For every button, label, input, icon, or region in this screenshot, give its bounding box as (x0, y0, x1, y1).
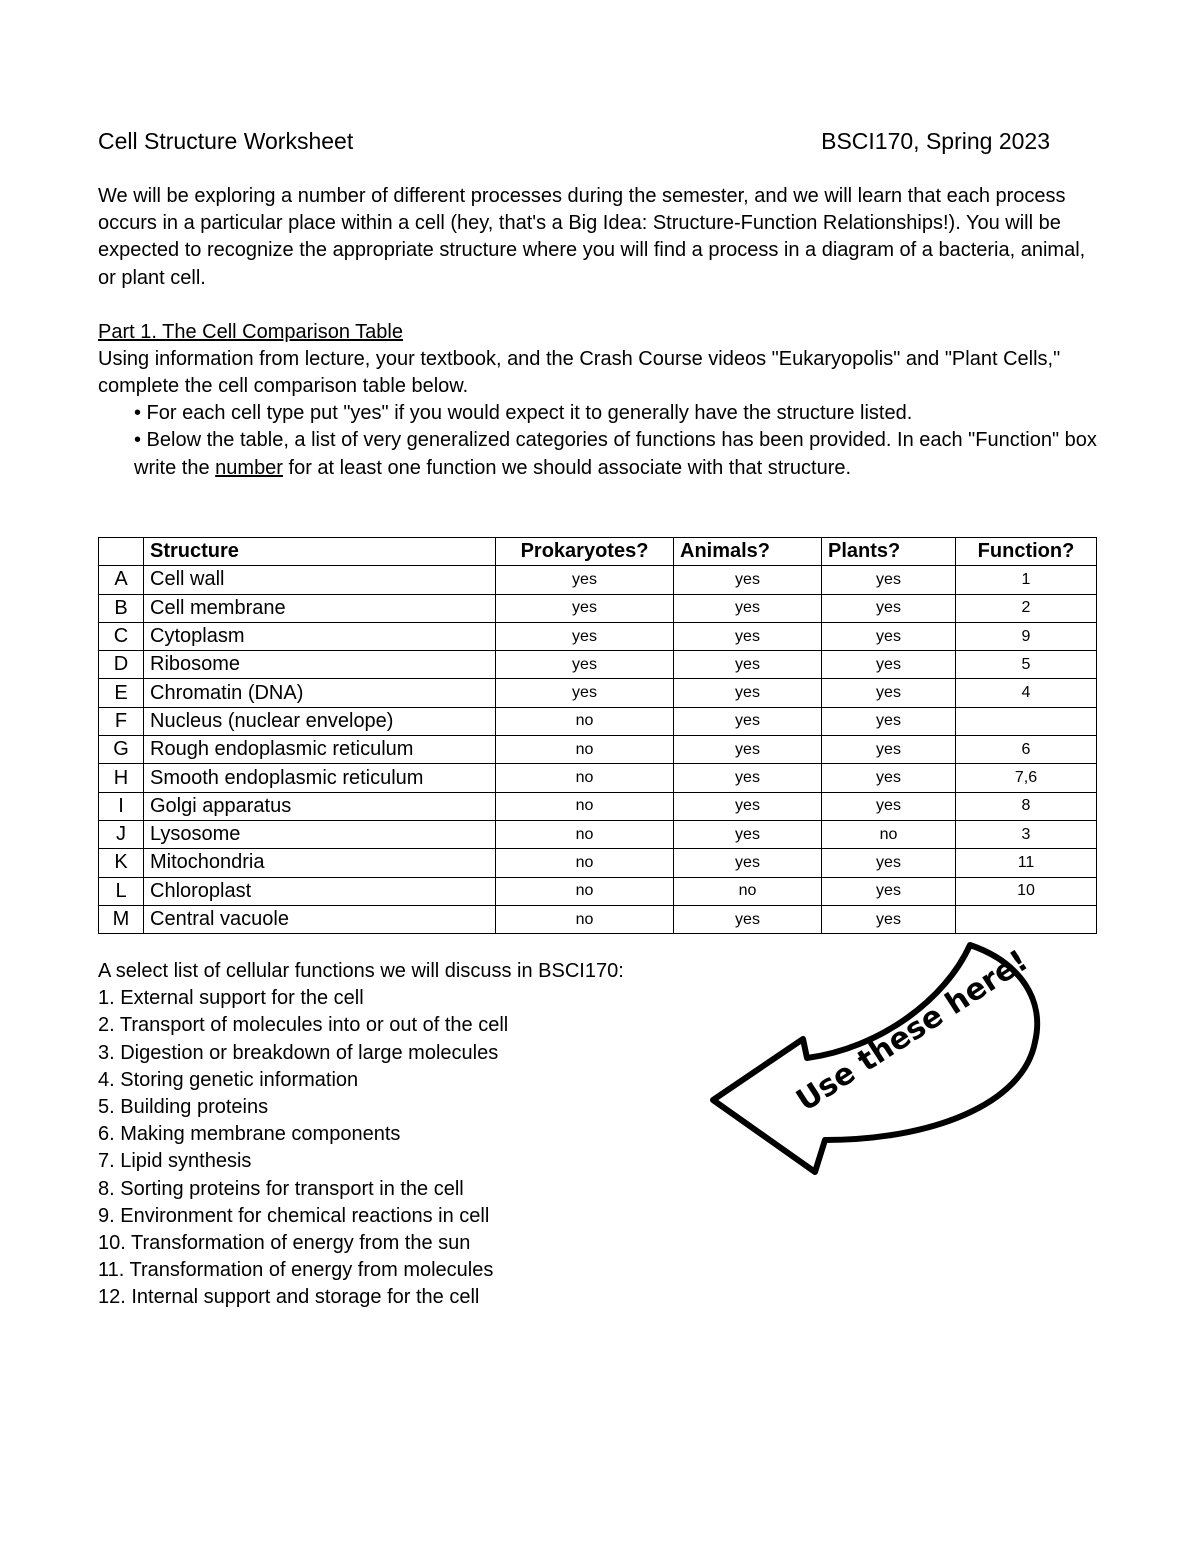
prokaryotes-answer: no (496, 877, 674, 905)
table-row (99, 622, 1097, 650)
header-prokaryotes: Prokaryotes? (496, 538, 674, 566)
bullet-yes-instruction: • For each cell type put "yes" if you would expect it to generally have the structure listed. (134, 402, 913, 425)
functions-heading: A select list of cellular functions we will discuss in BSCI170: (98, 960, 624, 982)
row-letter: L (99, 877, 144, 905)
header-plants: Plants? (822, 538, 956, 566)
animals-answer: yes (674, 764, 822, 792)
animals-answer: yes (674, 707, 822, 735)
animals-answer: yes (674, 679, 822, 707)
plants-answer: yes (822, 679, 956, 707)
function-answer[interactable]: 6 (956, 736, 1097, 764)
list-item: 8. Sorting proteins for transport in the cell (98, 1177, 464, 1200)
functions-list (98, 985, 624, 1311)
plants-answer: yes (822, 651, 956, 679)
animals-answer: yes (674, 594, 822, 622)
list-item: 3. Digestion or breakdown of large molecules (98, 1041, 499, 1064)
plants-answer: yes (822, 622, 956, 650)
function-answer[interactable]: 8 (956, 792, 1097, 820)
structure-name: Ribosome (144, 651, 496, 679)
row-letter: C (99, 622, 144, 650)
structure-name: Golgi apparatus (144, 792, 496, 820)
function-answer[interactable]: 3 (956, 820, 1097, 848)
list-item: 7. Lipid synthesis (98, 1150, 252, 1173)
row-letter: A (99, 566, 144, 594)
table-row (99, 679, 1097, 707)
header-structure: Structure (144, 538, 496, 566)
row-letter: J (99, 820, 144, 848)
animals-answer: yes (674, 566, 822, 594)
structure-name: Rough endoplasmic reticulum (144, 736, 496, 764)
animals-answer: yes (674, 905, 822, 933)
arrow-label: Use these here! (790, 943, 1035, 1119)
function-answer[interactable]: 2 (956, 594, 1097, 622)
structure-name: Central vacuole (144, 905, 496, 933)
structure-name: Chromatin (DNA) (144, 679, 496, 707)
bullet2-text-before: • Below the table, a list of very generalized categories of functions has been provided. In each "Function" box write the (134, 429, 1097, 479)
table-row (99, 877, 1097, 905)
table-body (99, 566, 1097, 934)
list-item: 1. External support for the cell (98, 987, 364, 1010)
row-letter: E (99, 679, 144, 707)
prokaryotes-answer: no (496, 849, 674, 877)
row-letter: D (99, 651, 144, 679)
table-header-row (99, 538, 1097, 566)
bullet-function-instruction (98, 427, 1108, 481)
table-row (99, 820, 1097, 848)
plants-answer: yes (822, 707, 956, 735)
bullet2-underlined-word: number (215, 456, 283, 479)
curved-arrow-left-icon (705, 940, 1045, 1180)
animals-answer: no (674, 877, 822, 905)
instruction-bullets (98, 400, 1108, 482)
animals-answer: yes (674, 651, 822, 679)
function-answer[interactable]: 9 (956, 622, 1097, 650)
bullet2-text-after: for at least one function we should associate with that structure. (282, 456, 852, 479)
function-answer[interactable]: 4 (956, 679, 1097, 707)
table-row (99, 594, 1097, 622)
structure-name: Cytoplasm (144, 622, 496, 650)
plants-answer: yes (822, 736, 956, 764)
function-answer[interactable] (956, 707, 1097, 735)
animals-answer: yes (674, 849, 822, 877)
table-row (99, 905, 1097, 933)
prokaryotes-answer: no (496, 736, 674, 764)
table-row (99, 566, 1097, 594)
plants-answer: yes (822, 594, 956, 622)
table-row (99, 849, 1097, 877)
prokaryotes-answer: no (496, 905, 674, 933)
worksheet-page (98, 128, 1108, 482)
animals-answer: yes (674, 820, 822, 848)
list-item: 5. Building proteins (98, 1096, 269, 1119)
header-animals: Animals? (674, 538, 822, 566)
structure-name: Mitochondria (144, 849, 496, 877)
row-letter: F (99, 707, 144, 735)
row-letter: K (99, 849, 144, 877)
structure-name: Lysosome (144, 820, 496, 848)
function-answer[interactable]: 7,6 (956, 764, 1097, 792)
structure-name: Chloroplast (144, 877, 496, 905)
table-row (99, 736, 1097, 764)
row-letter: B (99, 594, 144, 622)
row-letter: G (99, 736, 144, 764)
table-row (99, 707, 1097, 735)
list-item: 10. Transformation of energy from the sun (98, 1232, 471, 1255)
prokaryotes-answer: yes (496, 594, 674, 622)
row-letter: I (99, 792, 144, 820)
structure-name: Nucleus (nuclear envelope) (144, 707, 496, 735)
prokaryotes-answer: yes (496, 679, 674, 707)
animals-answer: yes (674, 622, 822, 650)
prokaryotes-answer: no (496, 792, 674, 820)
page-header (98, 128, 1108, 162)
course-label: BSCI170, Spring 2023 (821, 128, 1050, 154)
prokaryotes-answer: yes (496, 566, 674, 594)
table-row (99, 651, 1097, 679)
row-letter: M (99, 905, 144, 933)
function-answer[interactable]: 5 (956, 651, 1097, 679)
row-letter: H (99, 764, 144, 792)
header-letter (99, 538, 144, 566)
plants-answer: yes (822, 792, 956, 820)
part1-instructions: Using information from lecture, your textbook, and the Crash Course videos "Eukaryopolis" and "Plant Cells," complete the cell comparison table below. (98, 347, 1061, 398)
function-answer[interactable]: 10 (956, 877, 1097, 905)
plants-answer: yes (822, 849, 956, 877)
prokaryotes-answer: no (496, 764, 674, 792)
prokaryotes-answer: yes (496, 651, 674, 679)
list-item: 12. Internal support and storage for the cell (98, 1286, 480, 1309)
structure-name: Cell membrane (144, 594, 496, 622)
functions-section (98, 958, 624, 1312)
intro-paragraph: We will be exploring a number of different processes during the semester, and we will learn that each process occurs in a particular place within a cell (hey, that's a Big Idea: Structure-Function Relationships!). You will be expected to recognize the appropriate structure where you will find a process in a diagram of a bacteria, animal, or plant cell. (98, 185, 1086, 289)
function-answer[interactable]: 11 (956, 849, 1097, 877)
part1-title: Part 1. The Cell Comparison Table (98, 320, 403, 343)
table-row (99, 792, 1097, 820)
plants-answer: yes (822, 877, 956, 905)
prokaryotes-answer: no (496, 707, 674, 735)
list-item: 4. Storing genetic information (98, 1068, 359, 1091)
plants-answer: yes (822, 905, 956, 933)
plants-answer: yes (822, 764, 956, 792)
function-answer[interactable]: 1 (956, 566, 1097, 594)
animals-answer: yes (674, 792, 822, 820)
table-row (99, 764, 1097, 792)
prokaryotes-answer: yes (496, 622, 674, 650)
list-item: 2. Transport of molecules into or out of the cell (98, 1014, 509, 1037)
plants-answer: yes (822, 566, 956, 594)
header-function: Function? (956, 538, 1097, 566)
structure-name: Cell wall (144, 566, 496, 594)
list-item: 9. Environment for chemical reactions in cell (98, 1204, 490, 1227)
animals-answer: yes (674, 736, 822, 764)
structure-name: Smooth endoplasmic reticulum (144, 764, 496, 792)
plants-answer: no (822, 820, 956, 848)
list-item: 11. Transformation of energy from molecules (98, 1259, 494, 1282)
prokaryotes-answer: no (496, 820, 674, 848)
cell-comparison-table (98, 537, 1097, 934)
worksheet-title: Cell Structure Worksheet (98, 128, 354, 154)
function-answer[interactable] (956, 905, 1097, 933)
list-item: 6. Making membrane components (98, 1123, 401, 1146)
